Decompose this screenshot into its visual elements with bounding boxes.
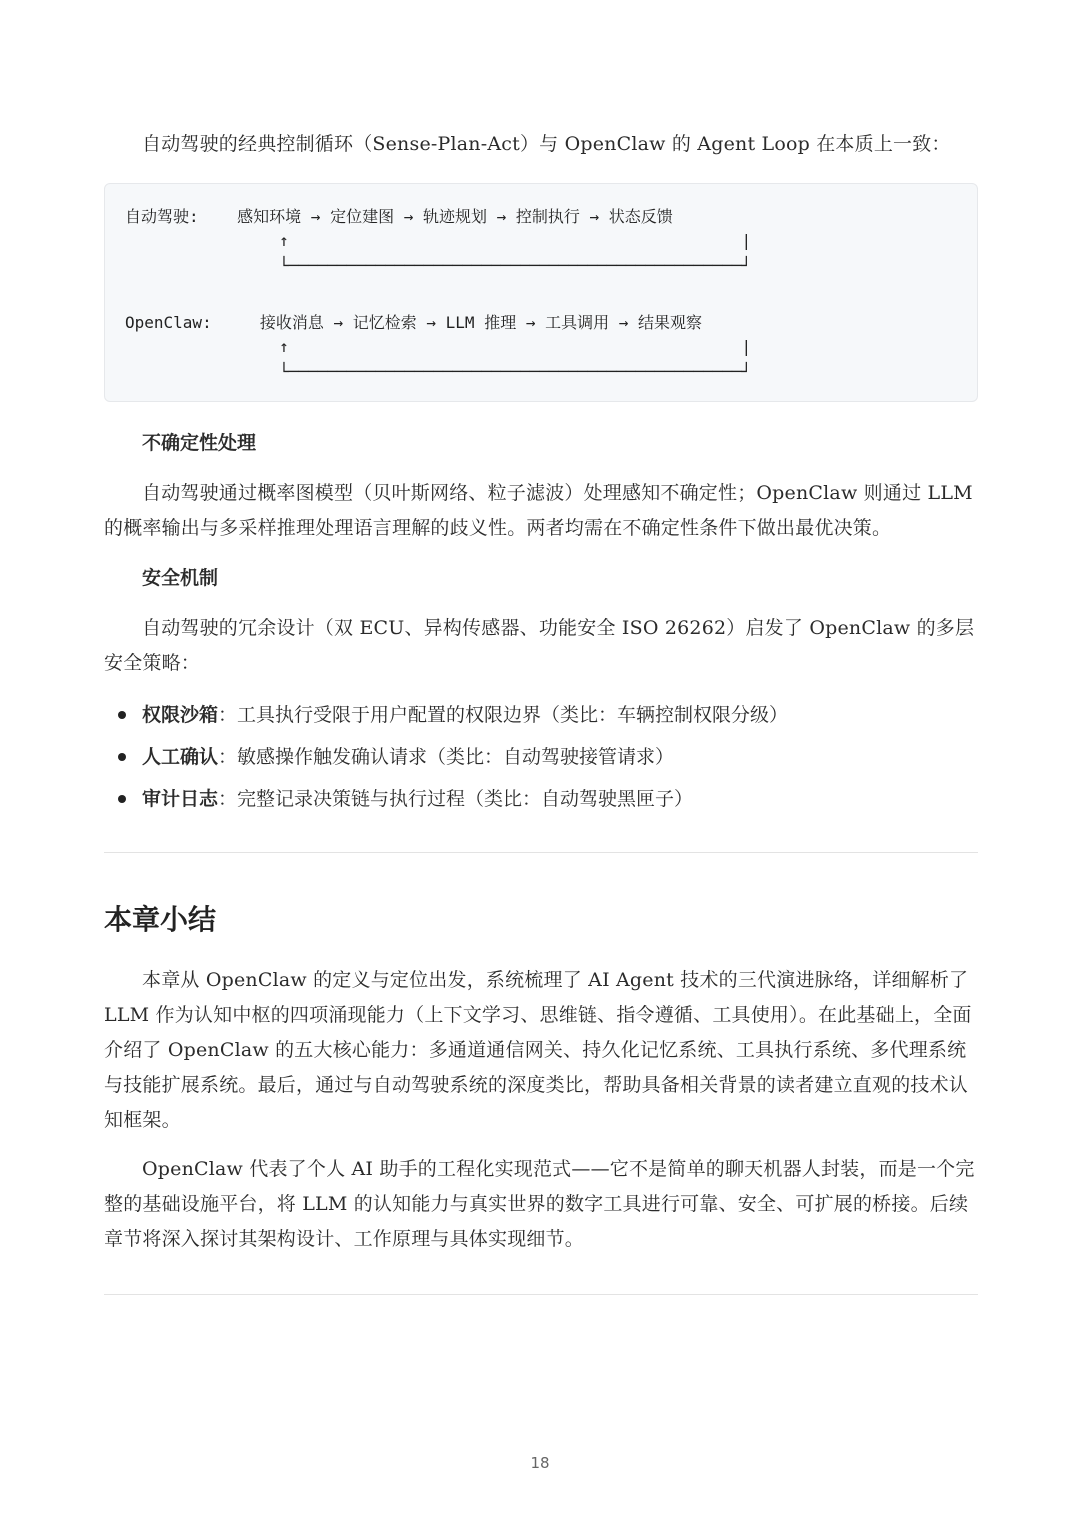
list-item	[118, 694, 978, 736]
code-line: └───────────────────────────────────────────────┘	[125, 256, 752, 275]
safety-heading: 安全机制	[142, 567, 219, 589]
list-item-term: 审计日志	[142, 788, 219, 810]
list-item	[118, 778, 978, 820]
list-item-desc: ：敏感操作触发确认请求（类比：自动驾驶接管请求）	[218, 746, 675, 768]
code-line: └───────────────────────────────────────────────┘	[125, 362, 752, 381]
safety-list	[118, 694, 978, 820]
list-item-term: 权限沙箱	[142, 704, 219, 726]
bullet-icon	[118, 711, 126, 719]
section-divider	[104, 852, 978, 853]
code-block	[104, 183, 978, 402]
list-item-desc: ：完整记录决策链与执行过程（类比：自动驾驶黑匣子）	[218, 788, 694, 810]
uncertainty-paragraph: 自动驾驶通过概率图模型（贝叶斯网络、粒子滤波）处理感知不确定性；OpenClaw 则通过 LLM 的概率输出与多采样推理处理语言理解的歧义性。两者均需在不确定性条件下做出最优决策。	[104, 482, 973, 539]
code-line: ↑ |	[125, 231, 752, 250]
summary-heading: 本章小结	[104, 903, 217, 936]
summary-paragraph-2: OpenClaw 代表了个人 AI 助手的工程化实现范式——它不是简单的聊天机器人封装，而是一个完整的基础设施平台，将 LLM 的认知能力与真实世界的数字工具进行可靠、安全、可扩展的桥接。后续章节将深入探讨其架构设计、工作原理与具体实现细节。	[104, 1158, 975, 1250]
code-line: ↑ |	[125, 337, 752, 356]
list-item-term: 人工确认	[142, 746, 219, 768]
uncertainty-heading: 不确定性处理	[142, 432, 257, 454]
safety-paragraph: 自动驾驶的冗余设计（双 ECU、异构传感器、功能安全 ISO 26262）启发了 OpenClaw 的多层安全策略：	[104, 617, 975, 674]
page-number: 18	[530, 1454, 550, 1472]
code-line: 自动驾驶: 感知环境 → 定位建图 → 轨迹规划 → 控制执行 → 状态反馈	[125, 207, 673, 226]
list-item-desc: ：工具执行受限于用户配置的权限边界（类比：车辆控制权限分级）	[218, 704, 789, 726]
code-line: OpenClaw: 接收消息 → 记忆检索 → LLM 推理 → 工具调用 → 结果观察	[125, 313, 702, 332]
bullet-icon	[118, 795, 126, 803]
summary-paragraph-1: 本章从 OpenClaw 的定义与定位出发，系统梳理了 AI Agent 技术的三代演进脉络，详细解析了 LLM 作为认知中枢的四项涌现能力（上下文学习、思维链、指令遵循、工具使用）。在此基础上，全面介绍了 OpenClaw 的五大核心能力：多通道通信网关、持久化记忆系统、工具执行系统、多代理系统与技能扩展系统。最后，通过与自动驾驶系统的深度类比，帮助具备相关背景的读者建立直观的技术认知框架。	[104, 969, 972, 1131]
list-item	[118, 736, 978, 778]
intro-paragraph: 自动驾驶的经典控制循环（Sense-Plan-Act）与 OpenClaw 的 Agent Loop 在本质上一致：	[142, 133, 951, 155]
bullet-icon	[118, 753, 126, 761]
section-divider	[104, 1294, 978, 1295]
